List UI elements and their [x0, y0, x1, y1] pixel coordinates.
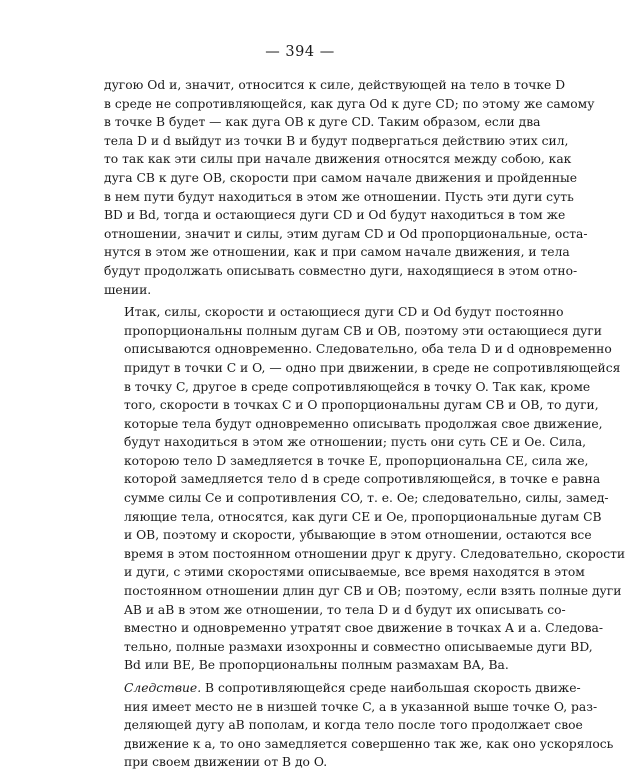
text-line: будут находиться в этом же отношении; пусть они суть CE и Oe. Сила,: [124, 435, 587, 450]
text-line: при своем движении от B до O.: [124, 755, 328, 770]
text-line: пропорциональны полным дугам CB и OB, поэтому эти остающиеся дуги: [124, 323, 602, 338]
text-line: дуга CB к дуге OB, скорости при самом начале движения и пройденные: [104, 170, 578, 185]
corollary-heading: Следствие.: [124, 681, 202, 695]
text-line: в среде не сопротивляющейся, как дуга Od к дуге CD; по этому же самому: [104, 96, 595, 111]
text-line: будут продолжать описывать совместно дуги, находящиеся в этом отно-: [104, 263, 578, 278]
paragraph-3: [104, 679, 614, 772]
text-line: вместно и одновременно утратят свое движение в точках A и a. Следова-: [124, 621, 603, 636]
text-line: дугою Od и, значит, относится к силе, действующей на тело в точке D: [104, 78, 566, 92]
text-line: ляющие тела, относятся, как дуги CE и Oe, пропорциональные дугам CB: [124, 509, 602, 524]
paragraph-1: [104, 76, 595, 299]
text-line: деляющей дугу aB пополам, и когда тело после того продолжает свое: [124, 718, 583, 733]
text-line: отношении, значит и силы, этим дугам CD и Od пропорциональные, оста-: [104, 226, 588, 241]
text-line: и OB, поэтому и скорости, убывающие в этом отношении, остаются все: [124, 528, 592, 543]
text-line: сумме силы Ce и сопротивления CO, т. е. Oe; следовательно, силы, замед-: [124, 491, 609, 506]
text-line: [104, 679, 581, 698]
paragraph-2: [104, 303, 625, 675]
text-line: которою тело D замедляется в точке E, пропорциональна CE, сила же,: [124, 453, 589, 468]
text-fragment: В сопротивляющейся среде наибольшая скорость движе-: [201, 681, 581, 695]
text-line: в нем пути будут находиться в этом же отношении. Пусть эти дуги суть: [104, 189, 574, 204]
text-line: описываются одновременно. Следовательно, оба тела D и d одновременно: [124, 342, 612, 357]
text-line: постоянном отношении длин дуг CB и OB; поэтому, если взять полные дуги: [124, 584, 622, 599]
text-line: тельно, полные размахи изохронны и совместно описываемые дуги BD,: [124, 639, 593, 654]
text-line: в точке B будет — как дуга OB к дуге CD. Таким образом, если два: [104, 115, 541, 130]
text-line: AB и aB в этом же отношении, то тела D и d будут их описывать со-: [124, 602, 566, 617]
text-line: тела D и d выйдут из точки B и будут подвергаться действию этих сил,: [104, 133, 569, 148]
text-line: Итак, силы, скорости и остающиеся дуги CD и Od будут постоянно: [124, 305, 564, 320]
text-line: нутся в этом же отношении, как и при самом начале движения, и тела: [104, 245, 570, 260]
page-number: — 394 —: [265, 44, 335, 60]
text-line: время в этом постоянном отношении друг к другу. Следовательно, скорости: [124, 546, 625, 561]
text-line: шении.: [104, 282, 152, 297]
text-line: в точку C, другое в среде сопротивляющейся в точку O. Так как, кроме: [124, 379, 591, 394]
text-line: Bd или BE, Be пропорциональны полным размахам BA, Ba.: [124, 658, 509, 673]
text-line: которые тела будут одновременно описывать продолжая свое движение,: [124, 416, 603, 431]
text-line: то так как эти силы при начале движения относятся между собою, как: [104, 152, 572, 167]
text-line: и дуги, с этими скоростями описываемые, все время находятся в этом: [124, 565, 585, 580]
text-line: которой замедляется тело d в среде сопротивляющейся, в точке e равна: [124, 472, 601, 487]
text-line: движение к a, то оно замедляется совершенно так же, как оно ускорялось: [124, 736, 614, 751]
text-line: ния имеет место не в низшей точке C, а в указанной выше точке O, раз-: [124, 699, 598, 714]
text-line: придут в точки C и O, — одно при движении, в среде не сопротивляющейся: [124, 360, 621, 375]
text-line: BD и Bd, тогда и остающиеся дуги CD и Od будут находиться в том же: [104, 208, 566, 223]
body-text: [104, 76, 625, 772]
text-line: того, скорости в точках C и O пропорциональны дугам CB и OB, то дуги,: [124, 398, 599, 413]
